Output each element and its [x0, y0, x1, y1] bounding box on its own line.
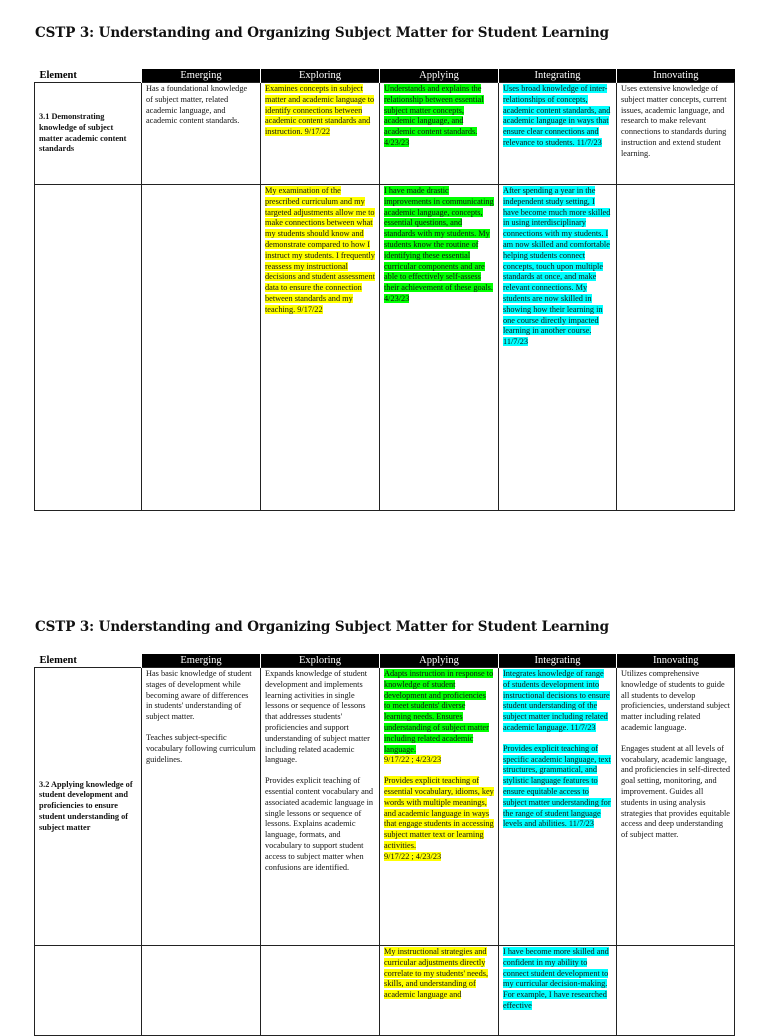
exploring-highlight: Examines concepts in subject matter and academic language to identify connections between academic content standards and instruction. 9/17/22	[265, 84, 375, 137]
innovating-descriptor	[617, 668, 735, 946]
innovating-reflection	[617, 946, 735, 1036]
innovating-paragraph: Engages student at all levels of vocabulary, academic language, and proficiencies in self-directed goal setting, monitoring, and improvement. Guides all students in using analysis strategies that provides equitable access and deep understanding of subject matter.	[621, 743, 730, 840]
level-header-emerging: Emerging	[142, 654, 261, 668]
applying-highlight: Provides explicit teaching of essential vocabulary, idioms, key words with multiple meanings, and academic language in ways that engage students in accessing subject matter text or learning activities.	[384, 776, 494, 850]
level-header-innovating: Innovating	[617, 654, 735, 668]
integrating-reflection	[499, 946, 617, 1036]
applying-descriptor	[380, 83, 499, 185]
element-cell: 3.1 Demonstrating knowledge of subject matter academic content standards	[35, 83, 142, 185]
exploring-descriptor	[261, 668, 380, 946]
emerging-paragraph: Has basic knowledge of student stages of development while becoming aware of differences in students' understanding of subject matter.	[146, 669, 252, 722]
element-cell-empty	[35, 946, 142, 1036]
integrating-descriptor	[499, 668, 617, 946]
integrating-reflection-highlight: After spending a year in the independent study setting, I have become much more skilled in using interdisciplinary connections with my students. I am now skilled and comfortable helping students connect concepts, touch upon multiple standards at once, and make relevant connections. My students are now skilled in showing how their learning in one course directly impacted learning in another course. 11/7/23	[503, 186, 611, 347]
emerging-paragraph: Teaches subject-specific vocabulary following curriculum guidelines.	[146, 732, 256, 764]
applying-reflection	[380, 946, 499, 1036]
emerging-reflection	[142, 946, 261, 1036]
emerging-descriptor	[142, 668, 261, 946]
element-cell-empty	[35, 185, 142, 511]
applying-descriptor	[380, 668, 499, 946]
integrating-highlight: Integrates knowledge of range of students development into instructional decisions to ensure student understanding of the subject matter including related academic language. 11/7/23	[503, 669, 610, 732]
level-header-exploring: Exploring	[261, 654, 380, 668]
page-title: CSTP 3: Understanding and Organizing Subject Matter for Student Learning	[35, 25, 609, 41]
exploring-paragraph: Expands knowledge of student development and implements learning activities in single lessons or sequence of lessons that addresses students' proficiencies and support understanding of subject matter including related academic language.	[265, 669, 370, 765]
level-header-innovating: Innovating	[617, 69, 735, 83]
applying-reflection	[380, 185, 499, 511]
integrating-reflection-highlight: I have become more skilled and confident in my ability to connect student development to my curricular decision-making. For example, I have researched effective	[503, 947, 609, 1010]
innovating-reflection	[617, 185, 735, 511]
element-column-header: Element	[35, 654, 142, 668]
level-header-integrating: Integrating	[499, 69, 617, 83]
exploring-descriptor	[261, 83, 380, 185]
level-header-applying: Applying	[380, 654, 499, 668]
rubric-table	[34, 654, 735, 1036]
applying-reflection-highlight: My instructional strategies and curricular adjustments directly correlate to my students' needs, skills, and understanding of academic language and	[384, 947, 489, 1000]
rubric-table	[34, 69, 735, 511]
element-column-header: Element	[35, 69, 142, 83]
exploring-reflection	[261, 185, 380, 511]
integrating-highlight: Provides explicit teaching of specific academic language, text structures, grammatical, and stylistic language features to ensure equitable access to subject matter understanding for the range of student language levels and abilities. 11/7/23	[503, 743, 611, 829]
level-header-exploring: Exploring	[261, 69, 380, 83]
innovating-descriptor: Uses extensive knowledge of subject matter concepts, current issues, academic language, and research to make relevant connections to standards during instruction and extend student learning.	[617, 83, 735, 185]
innovating-paragraph: Utilizes comprehensive knowledge of students to guide all students to develop proficiencies, understand subject matter including related academic language.	[621, 669, 730, 732]
exploring-reflection-highlight: My examination of the prescribed curriculum and my targeted adjustments allow me to make connections between what my students should know and demonstrate compared to how I instruct my students. I frequently reassess my instructional decisions and student assessment data to ensure the connection between standards and my teaching. 9/17/22	[265, 186, 375, 314]
applying-date-highlight: 9/17/22 ; 4/23/23	[384, 851, 442, 861]
integrating-descriptor	[499, 83, 617, 185]
applying-highlight: Adapts instruction in response to knowledge of student development and proficiencies to meet students' diverse learning needs. Ensures understanding of subject matter including related academic language.	[384, 669, 494, 754]
applying-reflection-highlight: I have made drastic improvements in communicating academic language, concepts, essential questions, and standards with my students. My students know the routine of identifying these essential curricular components and are able to effectively self-assess their achievement of these goals. 4/23/23	[384, 186, 494, 303]
exploring-paragraph: Provides explicit teaching of essential content vocabulary and associated academic language in single lessons or sequence of lessons. Explains academic language, formats, and vocabulary to support student access to subject matter when confusions are identified.	[265, 776, 374, 872]
level-header-applying: Applying	[380, 69, 499, 83]
element-cell: 3.2 Applying knowledge of student development and proficiencies to ensure student understanding of subject matter	[35, 668, 142, 946]
applying-highlight: Understands and explains the relationship between essential subject matter concepts, academic language, and academic content standards. 4/23/23	[384, 84, 484, 147]
level-header-emerging: Emerging	[142, 69, 261, 83]
applying-date-highlight: 9/17/22 ; 4/23/23	[384, 755, 442, 765]
level-header-integrating: Integrating	[499, 654, 617, 668]
page-title: CSTP 3: Understanding and Organizing Subject Matter for Student Learning	[35, 619, 609, 635]
integrating-highlight: Uses broad knowledge of inter-relationships of concepts, academic content standards, and academic language in ways that ensure clear connections and relevance to students. 11/7/23	[503, 84, 611, 147]
integrating-reflection	[499, 185, 617, 511]
exploring-reflection	[261, 946, 380, 1036]
emerging-descriptor: Has a foundational knowledge of subject matter, related academic language, and academic content standards.	[142, 83, 261, 185]
emerging-reflection	[142, 185, 261, 511]
